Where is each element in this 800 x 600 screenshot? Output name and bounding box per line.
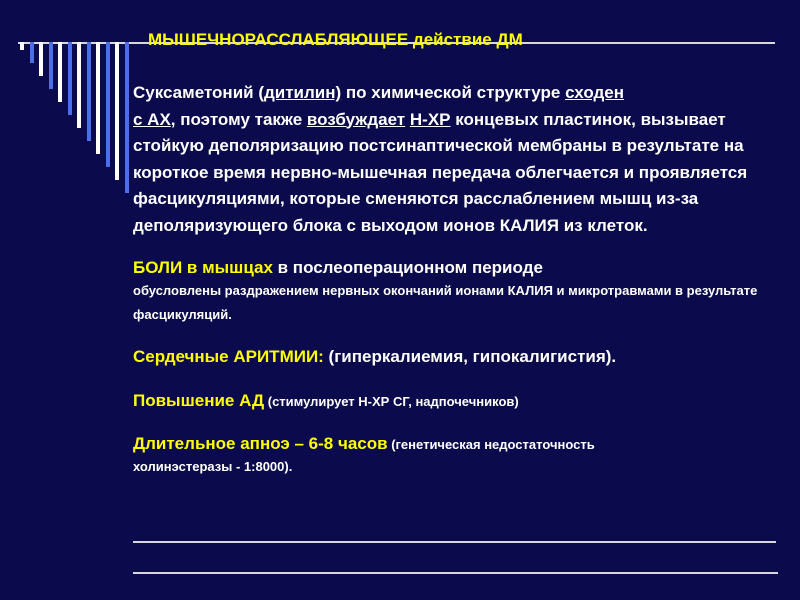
slide-title: МЫШЕЧНОРАССЛАБЛЯЮЩЕЕ действие ДМ: [148, 30, 523, 49]
decorative-bar: [30, 42, 34, 63]
pain-detail: обусловлены раздражением нервных окончаний ионами КАЛИЯ и микротравмами в результате фасцикуляций.: [133, 283, 758, 322]
paragraph-apnea: [133, 433, 773, 477]
similar-term: сходен: [565, 83, 624, 102]
nchr-term: Н-ХР: [409, 109, 451, 129]
text-run: по химической структуре: [341, 83, 566, 102]
bp-heading: Повышение АД: [133, 391, 265, 410]
paragraph-pain: [133, 256, 773, 327]
decorative-bar: [87, 42, 91, 141]
decorative-bar: [20, 42, 24, 50]
decorative-bar: [49, 42, 53, 89]
excites-term: возбуждает: [306, 109, 406, 129]
apnea-detail: (генетическая недостаточность: [387, 437, 595, 452]
bottom-rule: [133, 572, 778, 574]
text-run: (гиперкалиемия, гипокалигистия).: [323, 347, 617, 366]
decorative-bar: [115, 42, 119, 180]
decorative-bar: [106, 42, 110, 167]
bp-detail: (стимулирует Н-ХР СГ, надпочечников): [264, 394, 519, 409]
text-run: , поэтому также: [170, 109, 307, 129]
slide-body: [133, 80, 773, 477]
ach-term: с АХ: [133, 109, 171, 129]
paragraph-arrhythmia: [133, 344, 773, 370]
paragraph-bp: [133, 388, 773, 414]
decorative-bar: [68, 42, 72, 115]
decorative-bar: [96, 42, 100, 154]
decorative-bar: [77, 42, 81, 128]
paragraph-mechanism: [133, 80, 773, 239]
text-run: концевых пластинок, вызывает стойкую деполяризацию постсинаптической мембраны в результате на короткое время нервно-мышечная передача облегчается и проявляется фасцикуляциями, которые сменяются расслаблением мышц из-за деполяризующего блока с выходом ионов КАЛИЯ из клеток.: [133, 109, 748, 235]
apnea-heading: Длительное апноэ – 6-8 часов: [133, 434, 388, 453]
text-run: Суксаметоний (: [133, 83, 264, 102]
text-run: в послеоперационном периоде: [272, 258, 543, 277]
decorative-bar: [125, 42, 129, 193]
apnea-detail-2: холинэстеразы - 1:8000).: [133, 459, 293, 474]
dithylin-term: дитилин): [263, 83, 342, 102]
arrhythmia-heading: Сердечные АРИТМИИ:: [133, 347, 324, 366]
decorative-bar: [39, 42, 43, 76]
strike-line: [133, 541, 776, 543]
decorative-bar: [58, 42, 62, 102]
pain-heading: БОЛИ в мышцах: [133, 258, 273, 277]
